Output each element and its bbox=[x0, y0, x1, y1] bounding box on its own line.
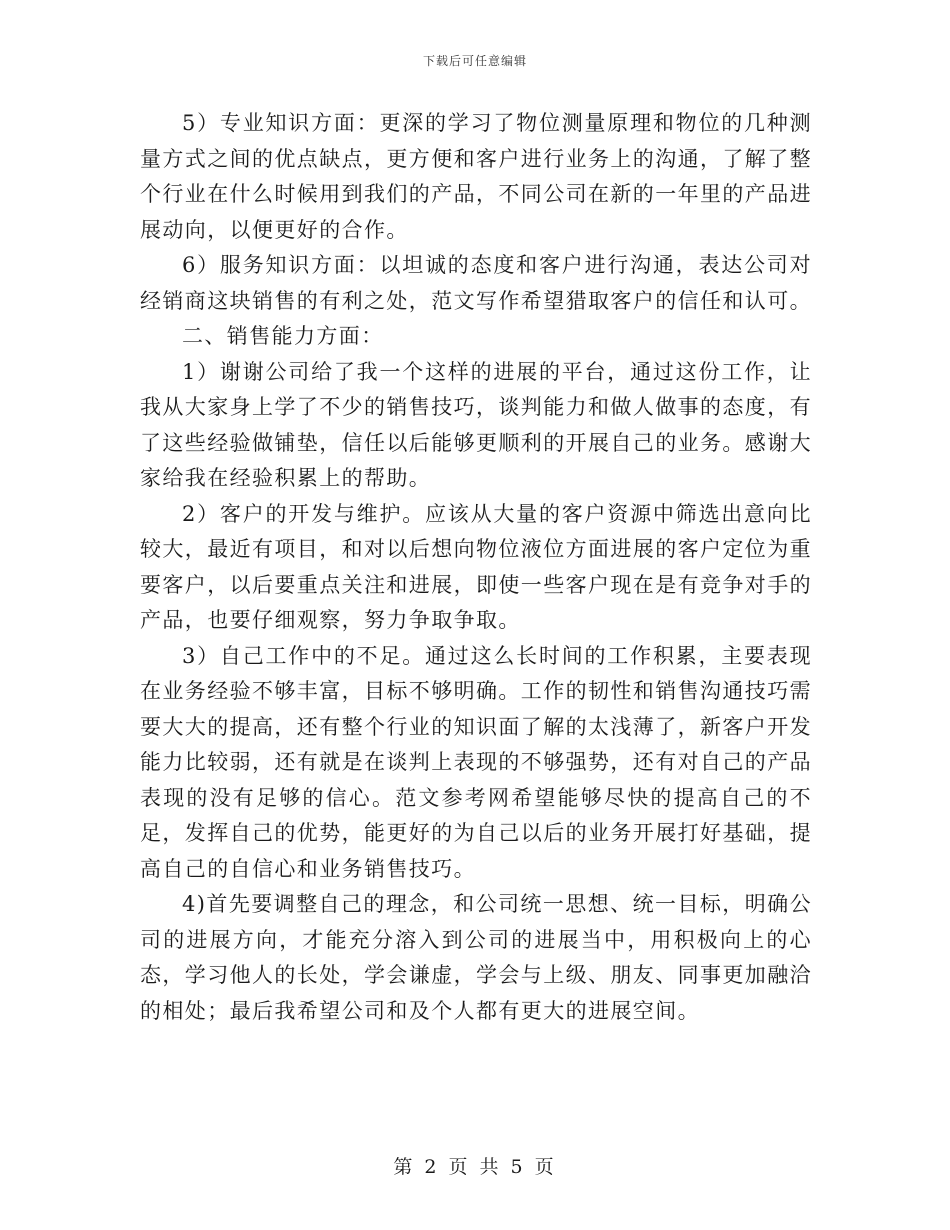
page-header: 下载后可任意编辑 bbox=[422, 54, 527, 68]
paragraph-client-development: 2）客户的开发与维护。应该从大量的客户资源中筛选出意向比较大，最近有项目，和对以后想向物位液位方面进展的客户定位为重要客户，以后要重点关注和进展，即使一些客户现在是有竞争对手的产品，也要仔细观察，努力争取争取。 bbox=[140, 501, 812, 632]
paragraph-professional-knowledge: 5）专业知识方面：更深的学习了物位测量原理和物位的几种测量方式之间的优点缺点，更方便和客户进行业务上的沟通，了解了整个行业在什么时候用到我们的产品，不同公司在新的一年里的产品进展动向，以便更好的合作。 bbox=[140, 111, 812, 242]
document-body bbox=[140, 106, 812, 1029]
paragraph-platform-thanks: 1）谢谢公司给了我一个这样的进展的平台，通过这份工作，让我从大家身上学了不少的销售技巧，谈判能力和做人做事的态度，有了这些经验做铺垫，信任以后能够更顺利的开展自己的业务。感谢大家给我在经验积累上的帮助。 bbox=[140, 359, 812, 490]
paragraph-shortcomings: 3）自己工作中的不足。通过这么长时间的工作积累，主要表现在业务经验不够丰富，目标不够明确。工作的韧性和销售沟通技巧需要大大的提高，还有整个行业的知识面了解的太浅薄了，新客户开发能力比较弱，还有就是在谈判上表现的不够强势，还有对自己的产品表现的没有足够的信心。范文参考网希望能够尽快的提高自己的不足，发挥自己的优势，能更好的为自己以后的业务开展打好基础，提高自己的自信心和业务销售技巧。 bbox=[140, 643, 812, 881]
paragraph-adjust-mindset: 4)首先要调整自己的理念，和公司统一思想、统一目标，明确公司的进展方向，才能充分溶入到公司的进展当中，用积极向上的心态，学习他人的长处，学会谦虚，学会与上级、朋友、同事更加融洽的相处；最后我希望公司和及个人都有更大的进展空间。 bbox=[140, 892, 812, 1023]
paragraph-service-knowledge: 6）服务知识方面：以坦诚的态度和客户进行沟通，表达公司对经销商这块销售的有利之处，范文写作希望猎取客户的信任和认可。 bbox=[140, 253, 812, 313]
section-heading-sales-ability: 二、销售能力方面： bbox=[182, 324, 384, 348]
page-number-footer: 第 2 页 共 5 页 bbox=[393, 1156, 557, 1178]
